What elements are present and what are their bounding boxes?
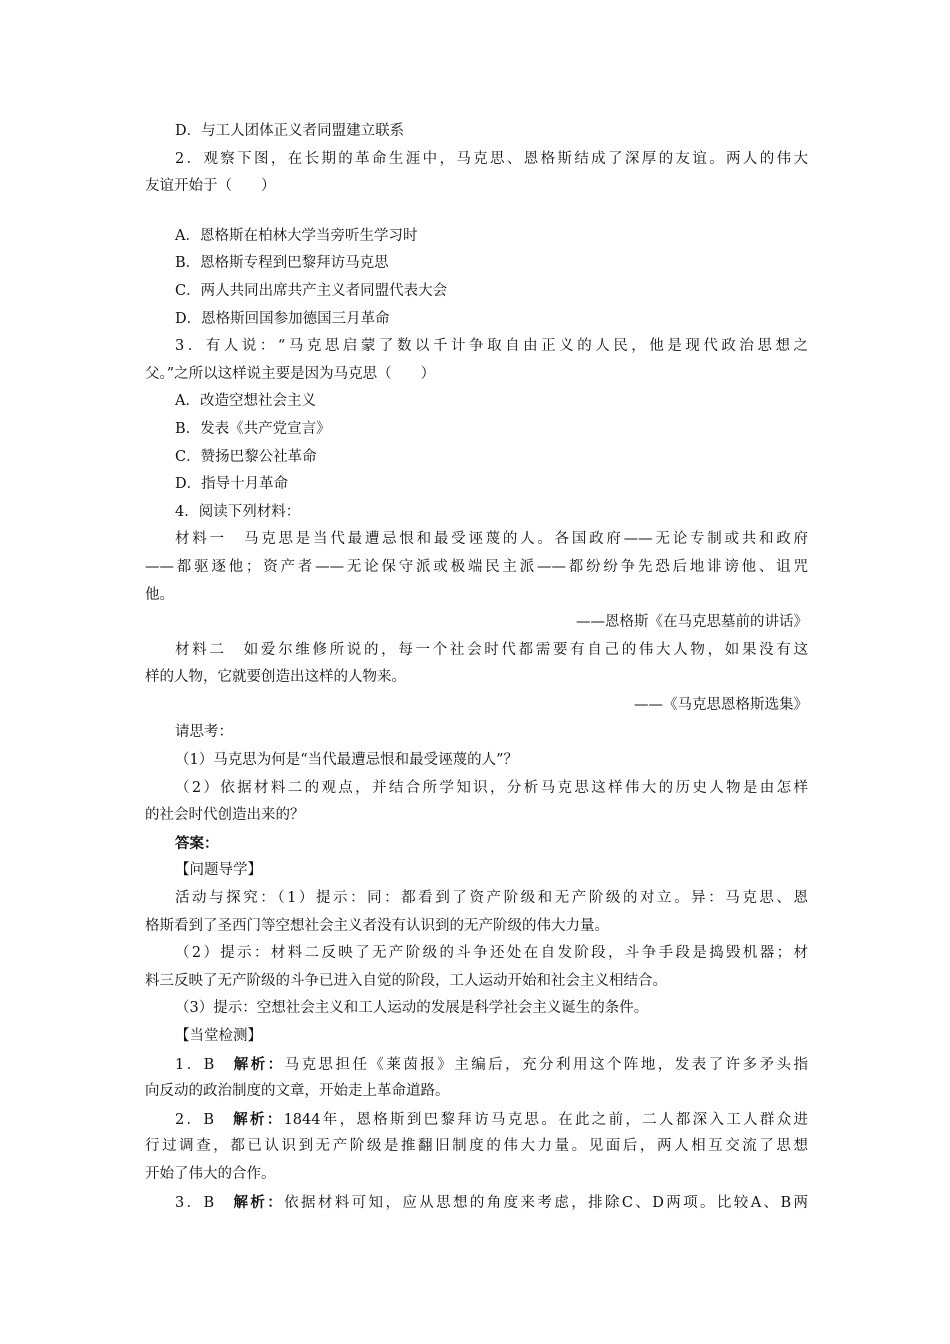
- analysis-text: 依据材料可知，应从思想的角度来考虑，排除C、D两项。比较A、B两: [284, 1194, 808, 1211]
- image-gap: [145, 201, 808, 223]
- material-one-source: ——恩格斯《在马克思墓前的讲话》: [576, 614, 808, 631]
- check-answer-2: [145, 1106, 808, 1134]
- q2-option-a: A．恩格斯在柏林大学当旁听生学习时: [175, 227, 418, 244]
- q4-sub-2: （2）依据材料二的观点，并结合所学知识，分析马克思这样伟大的历史人物是由怎样: [175, 779, 808, 796]
- analysis-label: 解析：: [233, 1110, 284, 1128]
- check-answer-1: [145, 1051, 808, 1079]
- q3-option-a: A．改造空想社会主义: [175, 393, 316, 410]
- check-answer-2-end: 开始了伟大的合作。: [145, 1165, 276, 1182]
- q4-stem: 4．阅读下列材料：: [175, 503, 301, 520]
- q4-sub-2-cont: 的社会时代创造出来的？: [145, 807, 305, 824]
- check-answer-3: [145, 1189, 808, 1217]
- answer-letter: 2．B: [175, 1111, 234, 1128]
- document-page: [145, 118, 808, 1216]
- q2-stem-cont: 友谊开始于（ ）: [145, 178, 276, 195]
- section-dangtang-jiance: 【当堂检测】: [175, 1028, 262, 1044]
- q3-stem: 3．有人说：“马克思启蒙了数以千计争取自由正义的人民，他是现代政治思想之: [175, 338, 808, 355]
- material-one-end: 他。: [145, 586, 174, 603]
- material-two-source: ——《马克思恩格斯选集》: [634, 696, 808, 713]
- material-two-cont: 样的人物，它就要创造出这样的人物来。: [145, 669, 406, 686]
- section-wenti-daoxue: 【问题导学】: [175, 862, 262, 879]
- q2-option-b: B．恩格斯专程到巴黎拜访马克思: [175, 255, 389, 272]
- activity-answer-1-cont: 格斯看到了圣西门等空想社会主义者没有认识到的无产阶级的伟大力量。: [145, 917, 609, 934]
- think-prompt: 请思考：: [175, 724, 233, 741]
- check-answer-1-cont: 向反动的政治制度的文章，开始走上革命道路。: [145, 1083, 450, 1100]
- q3-option-d: D．指导十月革命: [175, 476, 289, 493]
- material-one: 材料一 马克思是当代最遭忌恨和最受诬蔑的人。各国政府——无论专制或共和政府: [175, 531, 808, 548]
- check-answer-2-cont: 行过调查，都已认识到无产阶级是推翻旧制度的伟大力量。见面后，两人相互交流了思想: [145, 1138, 808, 1155]
- analysis-label: 解析：: [233, 1055, 285, 1073]
- activity-answer-3: （3）提示：空想社会主义和工人运动的发展是科学社会主义诞生的条件。: [175, 1000, 649, 1017]
- q3-option-b: B．发表《共产党宣言》: [175, 420, 331, 437]
- q1-option-d: D．与工人团体正义者同盟建立联系: [175, 123, 405, 139]
- material-two: 材料二 如爱尔维修所说的，每一个社会时代都需要有自己的伟大人物，如果没有这: [175, 641, 808, 658]
- answer-heading: 答案：: [175, 834, 219, 852]
- analysis-text: 马克思担任《莱茵报》主编后，充分利用这个阵地，发表了许多矛头指: [284, 1056, 808, 1073]
- activity-answer-2-cont: 料三反映了无产阶级的斗争已进入自觉的阶段，工人运动开始和社会主义相结合。: [145, 972, 667, 989]
- answer-letter: 3．B: [175, 1194, 234, 1211]
- analysis-text: 1844年，恩格斯到巴黎拜访马克思。在此之前，二人都深入工人群众进: [283, 1111, 808, 1128]
- answer-letter: 1．B: [175, 1056, 234, 1073]
- material-one-cont: ——都驱逐他；资产者——无论保守派或极端民主派——都纷纷争先恐后地诽谤他、诅咒: [145, 558, 808, 575]
- q2-option-d: D．恩格斯回国参加德国三月革命: [175, 310, 390, 327]
- q2-stem: 2．观察下图，在长期的革命生涯中，马克思、恩格斯结成了深厚的友谊。两人的伟大: [175, 150, 808, 167]
- q3-stem-cont: 父。”之所以这样说主要是因为马克思（ ）: [145, 365, 436, 382]
- q3-option-c: C．赞扬巴黎公社革命: [175, 448, 317, 465]
- analysis-label: 解析：: [233, 1193, 285, 1211]
- q2-option-c: C．两人共同出席共产主义者同盟代表大会: [175, 282, 448, 299]
- activity-answer-1: 活动与探究：（1）提示：同：都看到了资产阶级和无产阶级的对立。异：马克思、恩: [175, 890, 808, 907]
- activity-answer-2: （2）提示：材料二反映了无产阶级的斗争还处在自发阶段，斗争手段是捣毁机器；材: [175, 945, 808, 962]
- q4-sub-1: （1）马克思为何是“当代最遭忌恨和最受诬蔑的人”？: [175, 752, 519, 769]
